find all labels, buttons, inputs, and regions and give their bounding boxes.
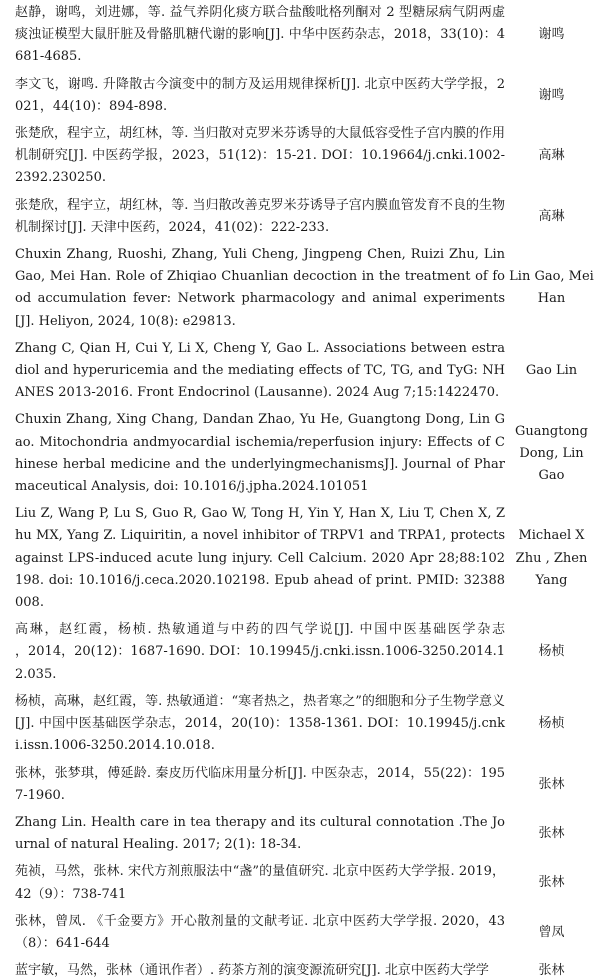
reference-citation: Zhang C, Qian H, Cui Y, Li X, Cheng Y, Gao L. Associations between estradiol and hyperuricemia and the mediating effects of TC, TG, and TyG: NHANES 2013-2016. Front Endocrinol (Lausanne). 2024 Aug 7;15:1422470. — [15, 340, 505, 401]
reference-row — [0, 958, 600, 979]
reference-citation: 蓝宇敏，马然，张林（通讯作者）. 药茶方剂的演变源流研究[J]. 北京中医药大学学 — [15, 963, 489, 979]
reference-row — [0, 810, 600, 859]
reference-row — [0, 689, 600, 761]
reference-row — [0, 501, 600, 617]
reference-citation: 张楚欣，程宇立，胡红林，等. 当归散改善克罗米芬诱导子宫内膜血管发育不良的生物机制探讨[J]. 天津中医药，2024，41(02)：222-233. — [15, 197, 505, 235]
corresponding-author: Lin Gao, Mei Han — [509, 269, 594, 307]
corresponding-author: 张林 — [538, 875, 565, 891]
reference-row — [0, 0, 600, 72]
reference-row — [0, 859, 600, 908]
reference-citation: 高琳，赵红霞，杨桢. 热敏通道与中药的四气学说[J]. 中国中医基础医学杂志 ，2014，20(12)：1687-1690. DOI：10.19945/j.cnki.issn.1006-3250.2014.12.035. — [15, 622, 571, 682]
reference-citation: 苑祯，马然，张林. 宋代方剂煎服法中“盏”的量值研究. 北京中医药大学学报. 2019，42（9）：738-741 — [15, 864, 505, 902]
corresponding-author: 杨桢 — [538, 716, 565, 732]
reference-citation: 张林，曾凤. 《千金要方》开心散剂量的文献考证. 北京中医药大学学报. 2020，43（8）：641-644 — [15, 913, 505, 951]
reference-row — [0, 121, 600, 193]
reference-citation: 杨桢，高琳，赵红霞，等. 热敏通道：“寒者热之，热者寒之”的细胞和分子生物学意义 [J]. 中国中医基础医学杂志，2014，20(10)：1358-1361. DOI：10.19945/j.cnki.issn.1006-3250.2014.10.018. — [15, 693, 505, 754]
corresponding-author: Michael X Zhu , Zhen Yang — [515, 528, 588, 588]
corresponding-author: Gao Lin — [525, 363, 578, 379]
reference-citation: Zhang Lin. Health care in tea therapy and its cultural connotation .The Journal of natural Healing. 2017; 2(1): 18-34. — [15, 814, 505, 853]
reference-row — [0, 407, 600, 501]
corresponding-author: 张林 — [538, 963, 565, 979]
corresponding-author: 张林 — [538, 776, 565, 792]
reference-row — [0, 242, 600, 336]
reference-row — [0, 761, 600, 810]
reference-row — [0, 193, 600, 242]
corresponding-author: 高琳 — [538, 148, 565, 164]
reference-citation: 张林，张梦琪，傅延龄. 秦皮历代临床用量分析[J]. 中医杂志，2014，55(22)：1957-1960. — [15, 765, 505, 803]
reference-row — [0, 617, 600, 689]
corresponding-author: Guangtong Dong, Lin Gao — [515, 423, 588, 483]
reference-row — [0, 72, 600, 121]
reference-row — [0, 336, 600, 408]
corresponding-author: 谢鸣 — [538, 27, 565, 43]
corresponding-author: 曾凤 — [538, 924, 565, 940]
reference-citation: Chuxin Zhang, Xing Chang, Dandan Zhao, Yu He, Guangtong Dong, Lin Gao. Mitochondria andmyocardial ischemia/reperfusion injury: Effects of Chinese herbal medicine and the underlyingmechanismsJ]. Journal of Pharmaceutical Analysis, doi: 10.1016/j.jpha.2024.101051 — [15, 412, 505, 495]
reference-citation: Chuxin Zhang, Ruoshi, Zhang, Yuli Cheng, Jingpeng Chen, Ruizi Zhu, Lin Gao, Mei Han. Role of Zhiqiao Chuanlian decoction in the treatment of food accumulation fever: Network pharmacology and animal experiments[J]. Heliyon, 2024, 10(8): e29813. — [15, 247, 505, 329]
reference-citation: 张楚欣，程宇立，胡红林，等. 当归散对克罗米芬诱导的大鼠低容受性子宫内膜的作用机制研究[J]. 中医药学报，2023，51(12)：15-21. DOI：10.19664/j.cnki.1002-2392.230250. — [15, 126, 505, 186]
reference-citation: Liu Z, Wang P, Lu S, Guo R, Gao W, Tong H, Yin Y, Han X, Liu T, Chen X, Zhu MX, Yang Z. Liquiritin, a novel inhibitor of TRPV1 and TRPA1, protects against LPS-induced acute lung injury. Cell Calcium. 2020 Apr 28;88:102198. doi: 10.1016/j.ceca.2020.102198. Epub ahead of print. PMID: 32388008. — [15, 506, 505, 611]
corresponding-author: 谢鸣 — [538, 87, 565, 103]
reference-citation: 李文飞，谢鸣. 升降散古今演变中的制方及运用规律探析[J]. 北京中医药大学学报，2021，44(10)：894-898. — [15, 76, 505, 114]
reference-row — [0, 909, 600, 958]
corresponding-author: 张林 — [538, 826, 565, 841]
reference-citation: 赵静，谢鸣，刘进娜，等. 益气养阴化痰方联合盐酸吡格列酮对 2 型糖尿病气阴两虚痰浊证模型大鼠肝脏及骨骼肌糖代谢的影响[J]. 中华中医药杂志，2018，33(10)：4681-4685. — [15, 5, 505, 65]
corresponding-author: 高琳 — [538, 208, 565, 224]
corresponding-author: 杨桢 — [538, 644, 565, 660]
